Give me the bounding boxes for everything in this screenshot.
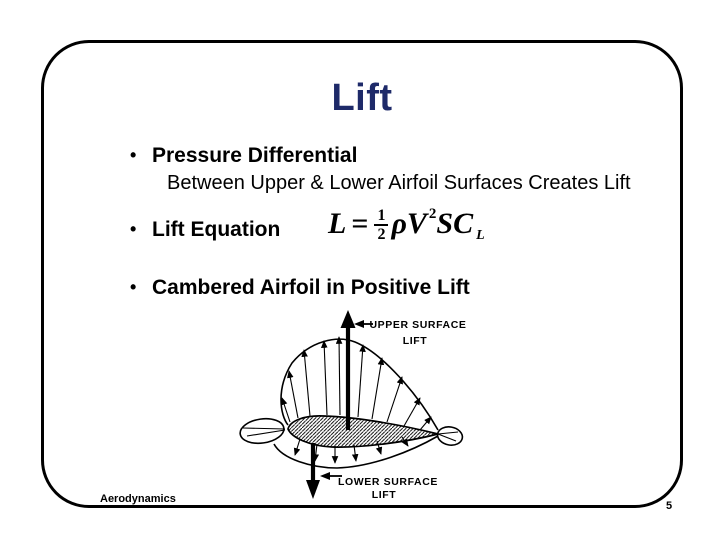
lower-lift-label-line2: LIFT (371, 489, 397, 501)
upper-lift-label-line1: UPPER SURFACE (369, 319, 467, 331)
bullet-3-label: Cambered Airfoil in Positive Lift (152, 276, 470, 299)
bullet-item-cambered-airfoil (130, 276, 470, 300)
bullet-marker: • (130, 219, 137, 239)
equation-lhs: L (328, 207, 347, 241)
trailing-edge-loop (436, 425, 464, 447)
bullet-marker: • (130, 277, 137, 297)
bullet-item-pressure-differential (130, 144, 357, 168)
equation-v: V (406, 207, 427, 241)
equation-equals: = (351, 207, 369, 241)
equation-cl-subscript: L (476, 228, 485, 244)
equation-v-exponent: 2 (428, 205, 437, 222)
upper-pressure-arrows (282, 337, 431, 430)
equation-sc: SC (436, 207, 474, 241)
bullet-item-lift-equation (130, 218, 280, 242)
fraction-numerator: 1 (374, 207, 388, 226)
bullet-marker: • (130, 145, 137, 165)
upper-lift-arrow (341, 310, 356, 430)
equation-fraction (374, 207, 388, 244)
equation-rho: ρ (391, 207, 407, 241)
lower-lift-arrow (306, 443, 320, 499)
slide-title: Lift (331, 77, 393, 119)
bullet-1-label: Pressure Differential (152, 144, 358, 167)
footer-title: Aerodynamics (100, 493, 176, 505)
lower-lift-label-line1: LOWER SURFACE (338, 476, 438, 488)
airfoil-body (288, 416, 438, 447)
airfoil-lift-diagram (230, 302, 482, 504)
page-number: 5 (666, 500, 673, 512)
upper-lift-label-line2: LIFT (402, 335, 428, 347)
lift-equation-formula (328, 206, 485, 243)
bullet-1-subline: Between Upper & Lower Airfoil Surfaces Creates Lift (167, 172, 631, 194)
fraction-denominator: 2 (377, 226, 386, 244)
bullet-2-label: Lift Equation (152, 218, 281, 241)
leading-edge-loop (239, 416, 286, 446)
